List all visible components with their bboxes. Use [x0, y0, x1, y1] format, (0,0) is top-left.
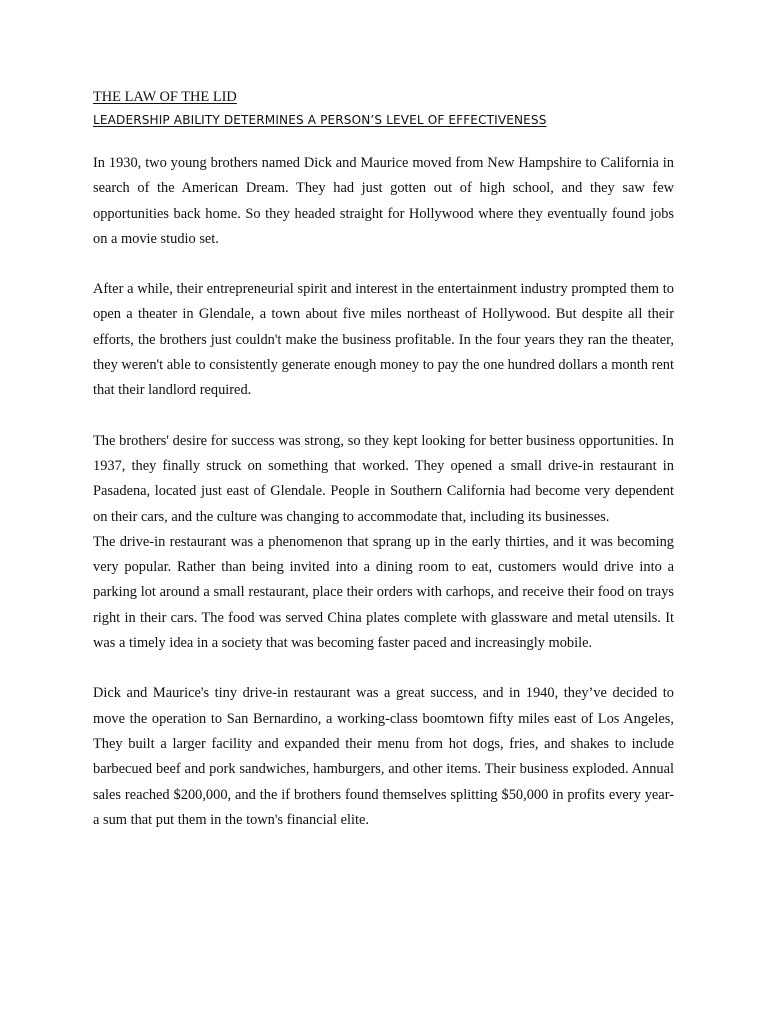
paragraph-3: The brothers' desire for success was strong, so they kept looking for better business opportunities. In 1937, they finally struck on something that worked. They opened a small drive-in restaurant in Pasadena, located just east of Glendale. People in Southern California had become very dependent on their cars, and the culture was changing to accommodate that, including its businesses. — [93, 432, 674, 525]
paragraph-5: Dick and Maurice's tiny drive-in restaurant was a great success, and in 1940, they’ve decided to move the operation to San Bernardino, a working-class boomtown fifty miles east of Los Angeles, They built a larger facility and expanded their menu from hot dogs, fries, and shakes to include barbecued beef and pork sandwiches, hamburgers, and other items. Their business exploded. Annual sales reached $200,000, and the if brothers found themselves splitting $50,000 in profits every year-a sum that put them in the town's financial elite. — [93, 685, 674, 828]
paragraph-2: After a while, their entrepreneurial spirit and interest in the entertainment industry prompted them to open a theater in Glendale, a town about five miles northeast of Hollywood. But despite all their efforts, the brothers just couldn't make the business profitable. In the four years they ran the theater, they weren't able to consistently generate enough money to pay the one hundred dollars a month rent that their landlord required. — [93, 281, 674, 399]
paragraph-1: In 1930, two young brothers named Dick and Maurice moved from New Hampshire to California in search of the American Dream. They had just gotten out of high school, and they saw few opportunities back home. So they headed straight for Hollywood where they eventually found jobs on a movie studio set. — [93, 155, 674, 247]
paragraph-4: The drive-in restaurant was a phenomenon that sprang up in the early thirties, and it was becoming very popular. Rather than being invited into a dining room to eat, customers would drive into a parking lot around a small restaurant, place their orders with carhops, and receive their food on trays right in their cars. The food was served China plates complete with glassware and metal utensils. It was a timely idea in a society that was becoming faster paced and increasingly mobile. — [93, 533, 674, 652]
document-body — [93, 87, 674, 833]
document-subtitle: LEADERSHIP ABILITY DETERMINES A PERSON’S LEVEL OF EFFECTIVENESS — [93, 113, 547, 127]
document-title: THE LAW OF THE LID — [93, 89, 237, 105]
